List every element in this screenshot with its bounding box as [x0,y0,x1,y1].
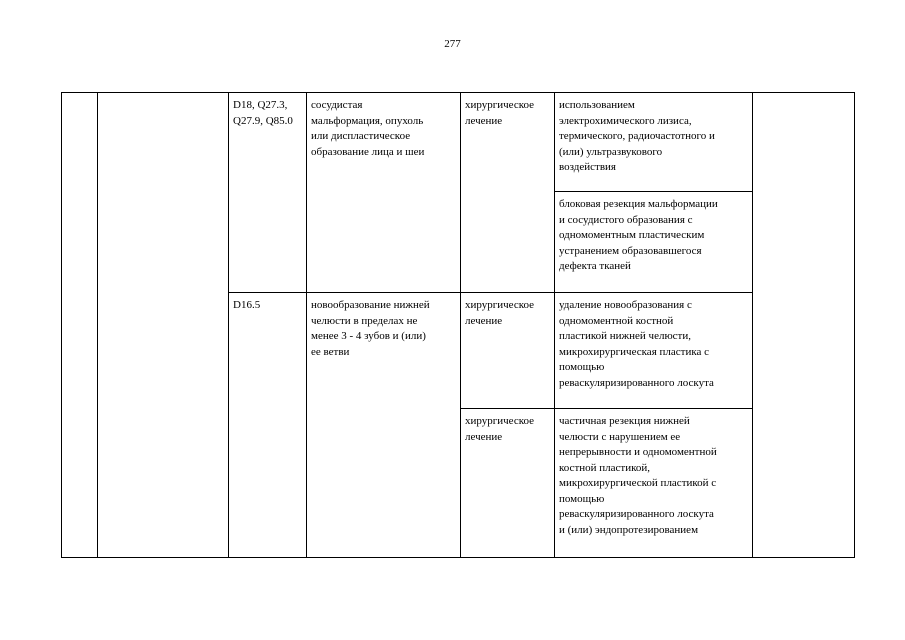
cell-diagnosis: новообразование нижней челюсти в пределах не менее 3 - 4 зубов и (или) ее ветви [307,293,461,558]
cell-method: блоковая резекция мальформации и сосудистого образования с одномоментным пластическим устранением образовавшегося дефекта тканей [555,192,753,293]
cell-codes: D16.5 [229,293,307,558]
cell-number [62,93,98,558]
page-number: 277 [444,38,461,50]
cell-treatment-type: хирургическое лечение [461,409,555,558]
cell-method: использованием электрохимического лизиса, термического, радиочастотного и (или) ультразвукового воздействия [555,93,753,192]
cell-codes: D18, Q27.3, Q27.9, Q85.0 [229,93,307,293]
cell-treatment-type: хирургическое лечение [461,293,555,409]
cell-method: частичная резекция нижней челюсти с нарушением ее непрерывности и одномоментной костной пластикой, микрохирургической пластикой с помощью реваскуляризированного лоскута и (или) эндопротезированием [555,409,753,558]
services-table [61,92,855,558]
cell-name [98,93,229,558]
cell-diagnosis: сосудистая мальформация, опухоль или диспластическое образование лица и шеи [307,93,461,293]
cell-method: удаление новообразования с одномоментной костной пластикой нижней челюсти, микрохирургическая пластика с помощью реваскуляризированного лоскута [555,293,753,409]
table-row [62,93,855,192]
cell-treatment-type: хирургическое лечение [461,93,555,293]
cell-cost [753,93,855,558]
